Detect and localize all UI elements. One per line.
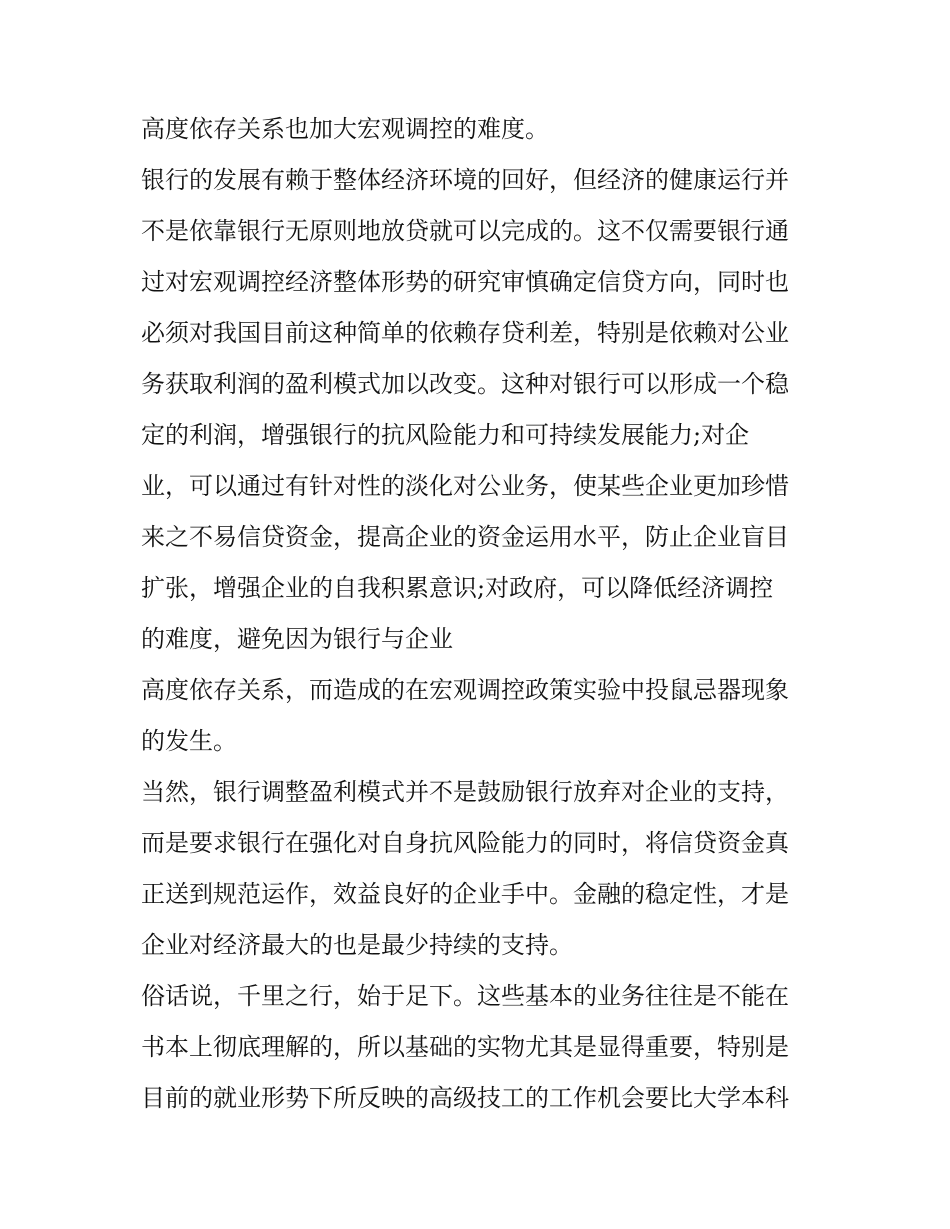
text-line-10: 扩张，增强企业的自我积累意识;对政府，可以降低经济调控 — [141, 574, 774, 602]
text-line-4: 过对宏观调控经济整体形势的研究审慎确定信贷方向，同时也 — [141, 268, 789, 296]
text-line-7: 定的利润，增强银行的抗风险能力和可持续发展能力;对企 — [141, 421, 750, 449]
text-line-19: 书本上彻底理解的，所以基础的实物尤其是显得重要，特别是 — [141, 1033, 789, 1061]
text-line-17: 企业对经济最大的也是最少持续的支持。 — [141, 931, 573, 959]
text-line-1: 高度依存关系也加大宏观调控的难度。 — [141, 115, 549, 143]
text-line-3: 不是依靠银行无原则地放贷就可以完成的。这不仅需要银行通 — [141, 217, 789, 245]
text-line-6: 务获取利润的盈利模式加以改变。这种对银行可以形成一个稳 — [141, 370, 789, 398]
text-line-5: 必须对我国目前这种简单的依赖存贷利差，特别是依赖对公业 — [141, 319, 789, 347]
text-line-8: 业，可以通过有针对性的淡化对公业务，使某些企业更加珍惜 — [141, 472, 789, 500]
text-line-20: 目前的就业形势下所反映的高级技工的工作机会要比大学本科 — [141, 1084, 789, 1112]
text-line-15: 而是要求银行在强化对自身抗风险能力的同时，将信贷资金真 — [141, 829, 789, 857]
text-line-12: 高度依存关系，而造成的在宏观调控政策实验中投鼠忌器现象 — [141, 676, 789, 704]
text-line-2: 银行的发展有赖于整体经济环境的回好，但经济的健康运行并 — [141, 166, 789, 194]
text-line-18: 俗话说，千里之行，始于足下。这些基本的业务往往是不能在 — [141, 982, 789, 1010]
text-line-14: 当然，银行调整盈利模式并不是鼓励银行放弃对企业的支持， — [141, 778, 789, 806]
text-line-16: 正送到规范运作，效益良好的企业手中。金融的稳定性，才是 — [141, 880, 789, 908]
text-line-13: 的发生。 — [141, 727, 237, 755]
text-line-9: 来之不易信贷资金，提高企业的资金运用水平，防止企业盲目 — [141, 523, 789, 551]
text-line-11: 的难度，避免因为银行与企业 — [141, 625, 453, 653]
